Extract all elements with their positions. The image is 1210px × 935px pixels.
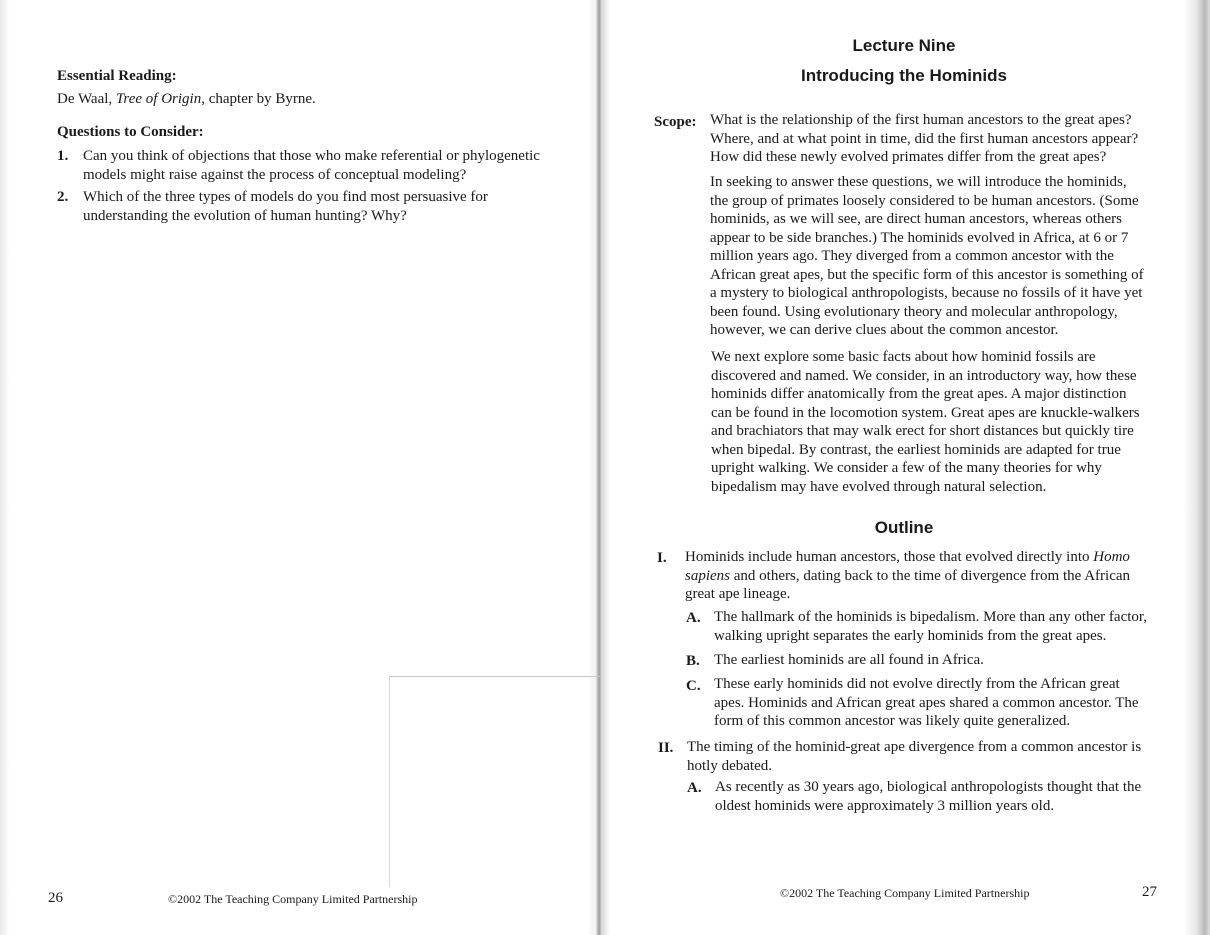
footer-copyright-right: ©2002 The Teaching Company Limited Partnership	[780, 886, 1030, 900]
outline-sub-text	[714, 675, 1139, 731]
question-text	[83, 188, 488, 225]
scope-line: We next explore some basic facts about how hominid fossils are	[711, 349, 1096, 365]
outline-item-text	[687, 738, 1141, 775]
scope-line: when bipedal. By contrast, the earliest hominids are adapted for true	[711, 441, 1121, 458]
scope-line: In seeking to answer these questions, we will introduce the hominids,	[710, 174, 1127, 190]
scope-line: upright walking. We consider a few of the many theories for why	[711, 460, 1102, 476]
scope-line: a mystery to biological anthropologists, because no fossils of it have yet	[710, 285, 1143, 301]
outline-italic: sapiens	[685, 567, 730, 584]
outline-line: These early hominids did not evolve directly from the African great	[714, 676, 1120, 692]
outline-line: hotly debated.	[687, 757, 772, 774]
outline-roman-label: II.	[658, 740, 674, 756]
scope-line: and brachiators that may walk erect for short distances but quickly tire	[711, 423, 1134, 439]
outline-sub-label: C.	[686, 678, 701, 694]
question-number: 2.	[57, 189, 69, 205]
outline-sub-label: B.	[686, 653, 700, 669]
outline-item-text	[685, 548, 1130, 604]
question-line: understanding the evolution of human hunting? Why?	[83, 207, 407, 224]
outline-line: The timing of the hominid-great ape divergence from a common ancestor is	[687, 739, 1142, 755]
lecture-subtitle: Introducing the Hominids	[801, 66, 1007, 85]
outline-roman-label: I.	[657, 550, 667, 566]
right-page	[598, 0, 1210, 935]
outline-line: oldest hominids were approximately 3 million years old.	[715, 797, 1055, 814]
footer-copyright-left: ©2002 The Teaching Company Limited Partnership	[168, 892, 418, 906]
question-line: models might raise against the process of conceptual modeling?	[83, 166, 467, 183]
outline-italic: Homo	[1093, 549, 1130, 565]
scope-line: Where, and at what point in time, did the first human ancestors appear?	[710, 130, 1139, 147]
scope-paragraph	[711, 348, 1140, 496]
outline-line: The earliest hominids are all found in Africa.	[714, 652, 984, 668]
scope-line: the group of primates loosely considered to be human ancestors. (Some	[710, 192, 1139, 209]
scope-line: hominids, as we will see, are direct human ancestors, whereas others	[710, 211, 1122, 227]
left-page	[0, 0, 598, 935]
scope-line: hominids differ anatomically from the great apes. A major distinction	[711, 386, 1127, 402]
outline-text: Hominids include human ancestors, those that evolved directly into	[685, 549, 1094, 565]
outline-sub-label: A.	[686, 610, 701, 626]
scope-paragraph	[710, 111, 1138, 167]
outline-text: and others, dating back to the time of divergence from the African	[730, 567, 1131, 584]
outline-sub-text	[714, 608, 1147, 645]
scope-line: discovered and named. We consider, in an introductory way, how these	[711, 367, 1137, 384]
scope-line: however, we can derive clues about the common ancestor.	[710, 322, 1059, 338]
page-number-right: 27	[1142, 884, 1157, 900]
citation-rest: chapter by Byrne.	[204, 91, 316, 107]
question-line: Which of the three types of models do you find most persuasive for	[83, 189, 488, 205]
outline-line: apes. Hominids and African great apes shared a common ancestor. The	[714, 694, 1139, 711]
outline-line: walking upright separates the early hominids from the great apes.	[714, 627, 1107, 644]
scope-line: appear to be side branches.) The hominids evolved in Africa, at 6 or 7	[710, 229, 1129, 246]
scope-line: million years ago. They diverged from a common ancestor with the	[710, 248, 1114, 264]
outline-line	[685, 548, 1130, 567]
outline-line	[685, 567, 1130, 586]
scope-line: can be found in the locomotion system. Great apes are knuckle-walkers	[711, 404, 1140, 421]
question-number: 1.	[57, 148, 69, 164]
outline-sub-text	[715, 778, 1141, 815]
outline-sub-label: A.	[687, 780, 702, 796]
outline-line: As recently as 30 years ago, biological anthropologists thought that the	[715, 779, 1142, 795]
scope-line: been found. Using evolutionary theory and molecular anthropology,	[710, 303, 1118, 320]
page-number-left: 26	[48, 890, 63, 906]
essential-reading-heading: Essential Reading:	[57, 68, 177, 84]
outline-heading: Outline	[874, 518, 934, 537]
outline-line: The hallmark of the hominids is bipedalism. More than any other factor,	[714, 609, 1148, 625]
outline-sub-text	[714, 651, 984, 670]
questions-heading: Questions to Consider:	[57, 124, 204, 140]
scope-line: What is the relationship of the first human ancestors to the great apes?	[710, 112, 1132, 128]
outline-line: great ape lineage.	[685, 586, 791, 602]
question-text	[83, 147, 540, 184]
outline-line: form of this common ancestor was likely quite generalized.	[714, 713, 1071, 729]
citation-title: Tree of Origin,	[115, 91, 205, 107]
scope-paragraph	[710, 173, 1144, 340]
scope-label: Scope:	[654, 114, 697, 130]
scope-line: How did these newly evolved primates differ from the great apes?	[710, 149, 1107, 165]
scope-line: bipedalism may have evolved through natural selection.	[711, 478, 1047, 495]
essential-reading-citation	[57, 90, 316, 109]
scope-line: African great apes, but the specific form of this ancestor is something of	[710, 266, 1144, 283]
question-line: Can you think of objections that those who make referential or phylogenetic	[83, 148, 540, 164]
lecture-title: Lecture Nine	[852, 36, 956, 55]
citation-author: De Waal,	[57, 91, 116, 107]
